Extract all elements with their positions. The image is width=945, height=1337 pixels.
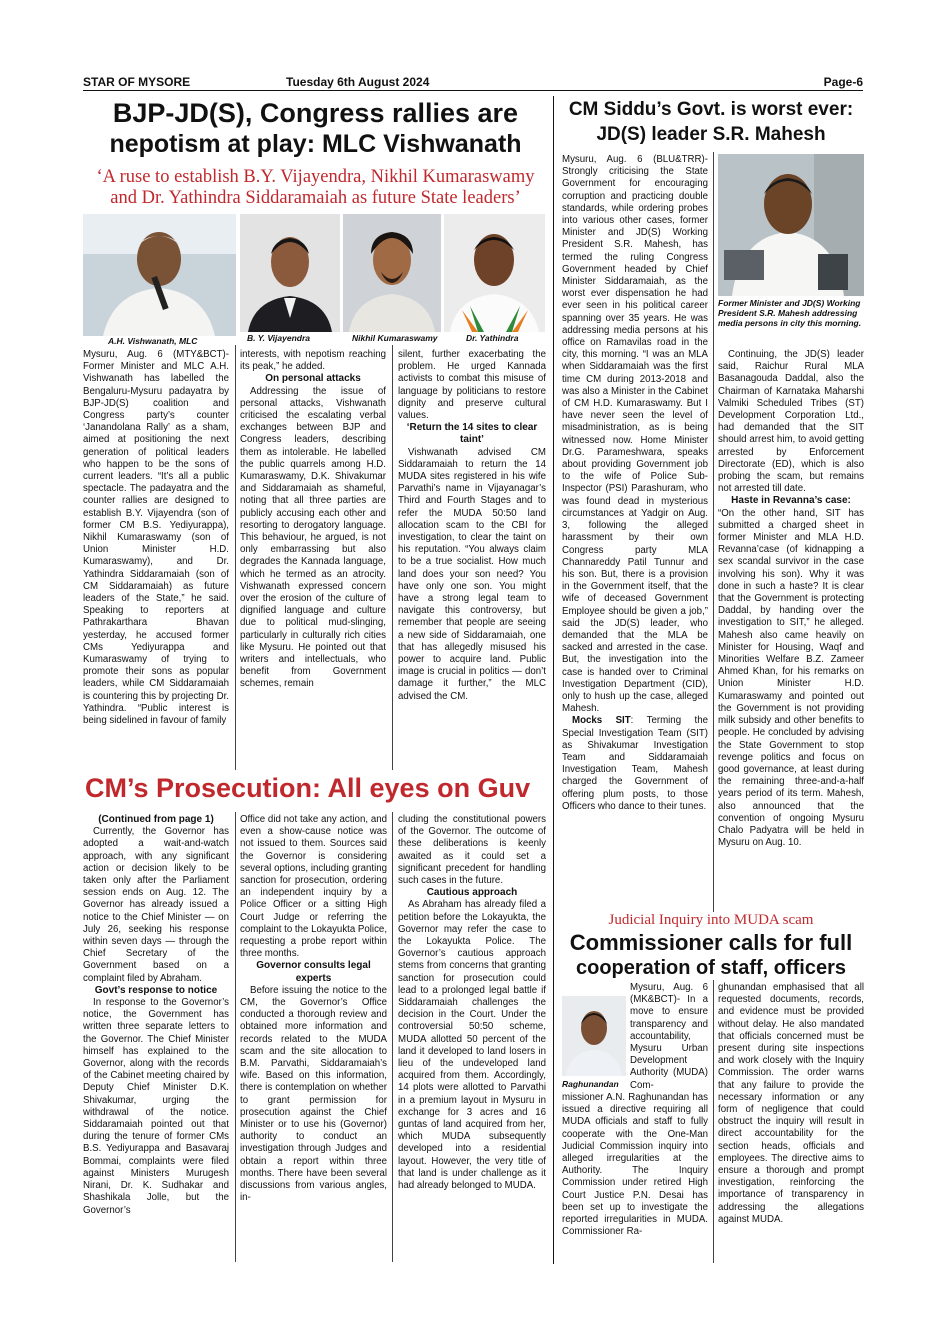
column-divider — [392, 345, 393, 770]
story1-kicker-line2: and Dr. Yathindra Siddaramaiah as future State leaders’ — [110, 188, 521, 208]
story4-kicker: Judicial Inquiry into MUDA scam — [608, 912, 814, 928]
story4-headline-line2: cooperation of staff, officers — [575, 957, 847, 979]
nikhil-photo — [343, 214, 441, 332]
story3-headline-line2: JD(S) leader S.R. Mahesh — [596, 124, 826, 145]
paper-name: STAR OF MYSORE — [83, 75, 191, 89]
column-divider — [235, 345, 236, 770]
story1-column-2: interests, with nepotism reaching its peak,” he added. On personal attacks Addressing the issue of personal attacks, Vishwanath criticised the escalating verbal exchanges between BJP and Congress leaders, describing them as intolerable. He labelled the public quarrels among H.D. Kumaraswamy, D.K. Shivakumar and Siddaramaiah as shameful, noting that all three parties are publicly accusing each other and resorting to derogatory language. This behaviour, he argued, is not only embarrassing but also degrades the Kannada language, which he termed as an atrocity. Vishwanath expressed concern over the erosion of the culture of dignified language and culture due to political mud-slinging, particularly in culturally rich cities like Mysuru. He pointed out that writers and intellectuals, who benefit from Government schemes, remain — [240, 349, 386, 690]
raghunandan-caption: Raghunandan — [562, 1079, 619, 1089]
page-number: Page-6 — [823, 75, 863, 89]
section-divider — [553, 96, 554, 1264]
story2-column-2: Office did not take any action, and even a show-cause notice was not issued to them. Sources said the Governor is considering several options, including granting sanction for prosecution, ordering an independent inquiry by a Police Officer or a sitting High Court Judge or referring the complaint to the Lokayukta Police, requesting a probe report within three months. Governor consults legal experts Before issuing the notice to the CM, the Governor’s Office conducted a thorough review and obtained more information and records related to the MUDA scam and the site allocation to B.M. Parvathi, Siddaramaiah’s wife. Based on this information, there is contemplation on whether to grant permission for prosecution against the Chief Minister or to use his (Governor) authority to conduct an investigation through Judges and obtain a report within three months. There have been several discussions from various angles, in- — [240, 814, 387, 1204]
story2-column-1: (Continued from page 1) Currently, the Governor has adopted a wait-and-watch approach, with any significant action or decision likely to be taken only after the Parliament session ends on Aug. 12. The Governor has already issued a notice to the Chief Minister — on July 26, seeking his response within seven days — through the Chief Secretary of the Government based on a complaint filed by Abraham. Govt’s response to notice In response to the Governor’s notice, the Government has written three separate letters to the Governor. The Chief Minister himself has explained to the Governor, along with the records of the Cabinet meeting chaired by Deputy Chief Minister D.K. Shivakumar, urging the withdrawal of the notice. Siddaramaiah pointed out that during the tenure of former CMs B.S. Yediyurappa and Basavaraj Bommai, complaints were filed against Ministers Murugesh Nirani, Dr. K. Sudhakar and Shashikala Jolle, but the Governor’s — [83, 814, 229, 1216]
story2-column-3: cluding the constitutional powers of the Governor. The outcome of these deliberations is keenly awaited as it could set a significant precedent for handling such cases in the future. Cautious approach As Abraham has already filed a petition before the Lokayukta, the Governor may refer the case to the Lokayukta Police. The Governor’s cautious approach stems from concerns that granting sanction for prosecution could lead to a prolonged legal battle if Siddaramaiah challenges the decision in the Court. Under the controversial 50:50 scheme, MUDA allotted 50 percent of the land it developed to land losers in lieu of the undeveloped land acquired from them. Accordingly, 14 plots were allotted to Parvathi in a premium layout in Mysuru in exchange for 3 acres and 16 guntas of land acquired from her, which MUDA subsequently developed into a residential layout. However, the very title of that land is under challenge as it had already belonged to MUDA. — [398, 814, 546, 1192]
story4-intro-wrap: Mysuru, Aug. 6 (MK&BCT)- In a move to ensure transparency and accountability, Mysuru Urban Development Authority (MUDA) Com- — [630, 982, 708, 1091]
story3-column-2: Continuing, the JD(S) leader said, Raichur Rural MLA Basanagouda Daddal, also the Chairman of Karnataka Maharshi Valmiki Scheduled Tribes (ST) Development Corporation Ltd., had demanded that the SIT should arrest him, to avoid getting arrested by Enforcement Directorate (ED), which is also probing the scam, but remains not arrested till date. Haste in Revanna’s case: “On the other hand, SIT has submitted a charged sheet in former Minister and MLA H.D. Revanna’case (of kidnapping a sex scandal survivor in the case involving his son). Why it was done in such a haste? It is clear that the Government is protecting Daddal, by handing over the investigation to SIT,” he alleged. Mahesh also came heavily on Minister for Housing, Waqf and Minorities Welfare B.Z. Zameer Ahmed Khan, for his remarks on Union Minister H.D. Kumaraswamy and pointed out the Government is not providing milk subsidy and other benefits to people. He concluded by advising the State Government to stop revenge politics and focus on good governance, at least during the remaining three-and-a-half years period of its term. Mahesh, also announced that the convention of ongoing Mysuru Chalo Padyatra will be held in Mysuru on Aug. 10. — [718, 349, 864, 849]
story4-column-2: ghunandan emphasised that all requested documents, records, and evidence must be provided without delay. He also mandated that officials concerned must be present during site inspections and work closely with the Inquiry Commission. The order warns that any failure to provide the necessary information or any form of negligence that could obstruct the inquiry will result in direct accountability for the section heads, officials and employees. The directive aims to ensure a thorough and prompt investigation, reinforcing the importance of transparency in addressing the allegations against MUDA. — [718, 982, 864, 1225]
raghunandan-photo — [562, 996, 626, 1076]
column-divider — [235, 812, 236, 1262]
story3-headline-line1: CM Siddu’s Govt. is worst ever: — [568, 99, 854, 120]
masthead — [83, 75, 863, 91]
yathindra-photo — [444, 214, 545, 332]
vijayendra-photo — [240, 214, 340, 332]
column-divider — [713, 152, 714, 912]
vishwanath-photo — [83, 214, 236, 336]
column-divider — [713, 980, 714, 1263]
issue-date: Tuesday 6th August 2024 — [286, 75, 430, 89]
story1-kicker-line1: ‘A ruse to establish B.Y. Vijayendra, Nikhil Kumaraswamy — [96, 167, 535, 187]
caption-nikhil: Nikhil Kumaraswamy — [352, 333, 438, 343]
story1-headline-line2: nepotism at play: MLC Vishwanath — [109, 130, 522, 158]
story1-column-3: silent, further exacerbating the problem. He urged Kannada activists to combat this misuse of language by politicians to restore dignity and preserve cultural values. ‘Return the 14 sites to clear taint’ Vishwanath advised CM Siddaramaiah to return the 14 MUDA sites registered in his wife Parvathi’s name in Vijayanagar’s Third and Fourth Stages and to refer the MUDA 50:50 land allocation scam to the CBI for investigation, to clear the taint on his reputation. “You always claim to be a true socialist. How much land does your son need? You have only one son. You might have a strong legal team to navigate this controversy, but remember that people are seeing a new side of Siddaramaiah, one that has allegedly misused his power to acquire land. Public image is crucial in politics — don’t damage it further,” the MLC advised the CM. — [398, 349, 546, 702]
story4-column-1: missioner A.N. Raghunandan has issued a directive requiring all MUDA officials and staff to fully cooperate with the One-Man Judicial Commission inquiry into alleged irregularities at the Authority. The Inquiry Commission under retired High Court Justice P.N. Desai has been set up to investigate the reported irregularities in MUDA. Commissioner Ra- — [562, 1092, 708, 1238]
mahesh-caption: Former Minister and JD(S) Working President S.R. Mahesh addressing media persons in city this morning. — [718, 298, 862, 328]
story4-headline-line1: Commissioner calls for full — [569, 930, 853, 955]
story2-headline: CM’s Prosecution: All eyes on Guv — [85, 773, 531, 803]
caption-yathindra: Dr. Yathindra — [466, 333, 519, 343]
caption-vijayendra: B. Y. Vijayendra — [247, 333, 310, 343]
story3-column-1: Mysuru, Aug. 6 (BLU&TRR)- Strongly criticising the State Government for encouraging corruption and practicing double standards, while ordering probes into various other cases, former Minister and JD(S) Working President S.R. Mahesh, has termed the ruling Congress Government headed by Chief Minister Siddaramaiah, as the worst ever dispensation he had ever seen in his political career spanning over 35 years. He was addressing media persons at his office on Ramavilas road in the city, this morning. “I was an MLA when Siddaramaiah was the first time CM during 2013-2018 and was also a Minister in the Cabinet of CM H.D. Kumaraswamy. But I have never seen the level of misadministration, as is being witnessed now. Home Minister Dr.G. Parameshwara, speaks about providing Government job to the wife of Police Sub-Inspector (PSI) Parashuram, who was found dead in mysterious circumstances at Yadgir on Aug. 3, following the alleged harassment by their own Congress party MLA Channareddy Patil Tunnur and his son. But, there is a provision in the Government itself, that the wife of deceased Government Employee should be given a job,” said the JD(S) leader, who demanded that the MLA be sacked and arrested in the case. But, the investigation into the case is handed over to Criminal Investigation Department (CID), only to hush up the case, alleged Mahesh. Mocks SIT: Terming the Special Investigation Team (SIT) as Shivakumar Investigation Team and Siddaramaiah Investigation Team, Mahesh charged the Government of offering plum posts, to those Officers who dance to their tunes. — [562, 154, 708, 812]
column-divider — [392, 812, 393, 1262]
mahesh-photo — [718, 154, 864, 296]
caption-vishwanath: A.H. Vishwanath, MLC — [108, 336, 198, 346]
story1-column-1: Mysuru, Aug. 6 (MTY&BCT)- Former Minister and MLC A.H. Vishwanath has labelled the Bengaluru-Mysuru padayatra by BJP-JD(S) coalition and Congress party’s counter ‘Janandolana Rally’ as a sham, aimed at positioning the next generation of political leaders who happen to be the sons of current leaders. “It’s all a public spectacle. The padayatra and the counter rallies are designed to establish B.Y. Vijayendra (son of former CM B.S. Yediyurappa), Nikhil Kumaraswamy (son of Union Minister H.D. Kumaraswamy), and Dr. Yathindra Siddaramaiah (son of CM Siddaramaiah) as future leaders of the State,” he said. Speaking to reporters at Pathrakarthara Bhavan yesterday, he accused former CMs Yediyurappa and Kumaraswamy of trying to promote their sons as popular leaders, while CM Siddaramaiah is countering this by projecting Dr. Yathindra. “Public interest is being sidelined in favour of family — [83, 349, 229, 727]
story1-headline-line1: BJP-JD(S), Congress rallies are — [112, 98, 519, 128]
